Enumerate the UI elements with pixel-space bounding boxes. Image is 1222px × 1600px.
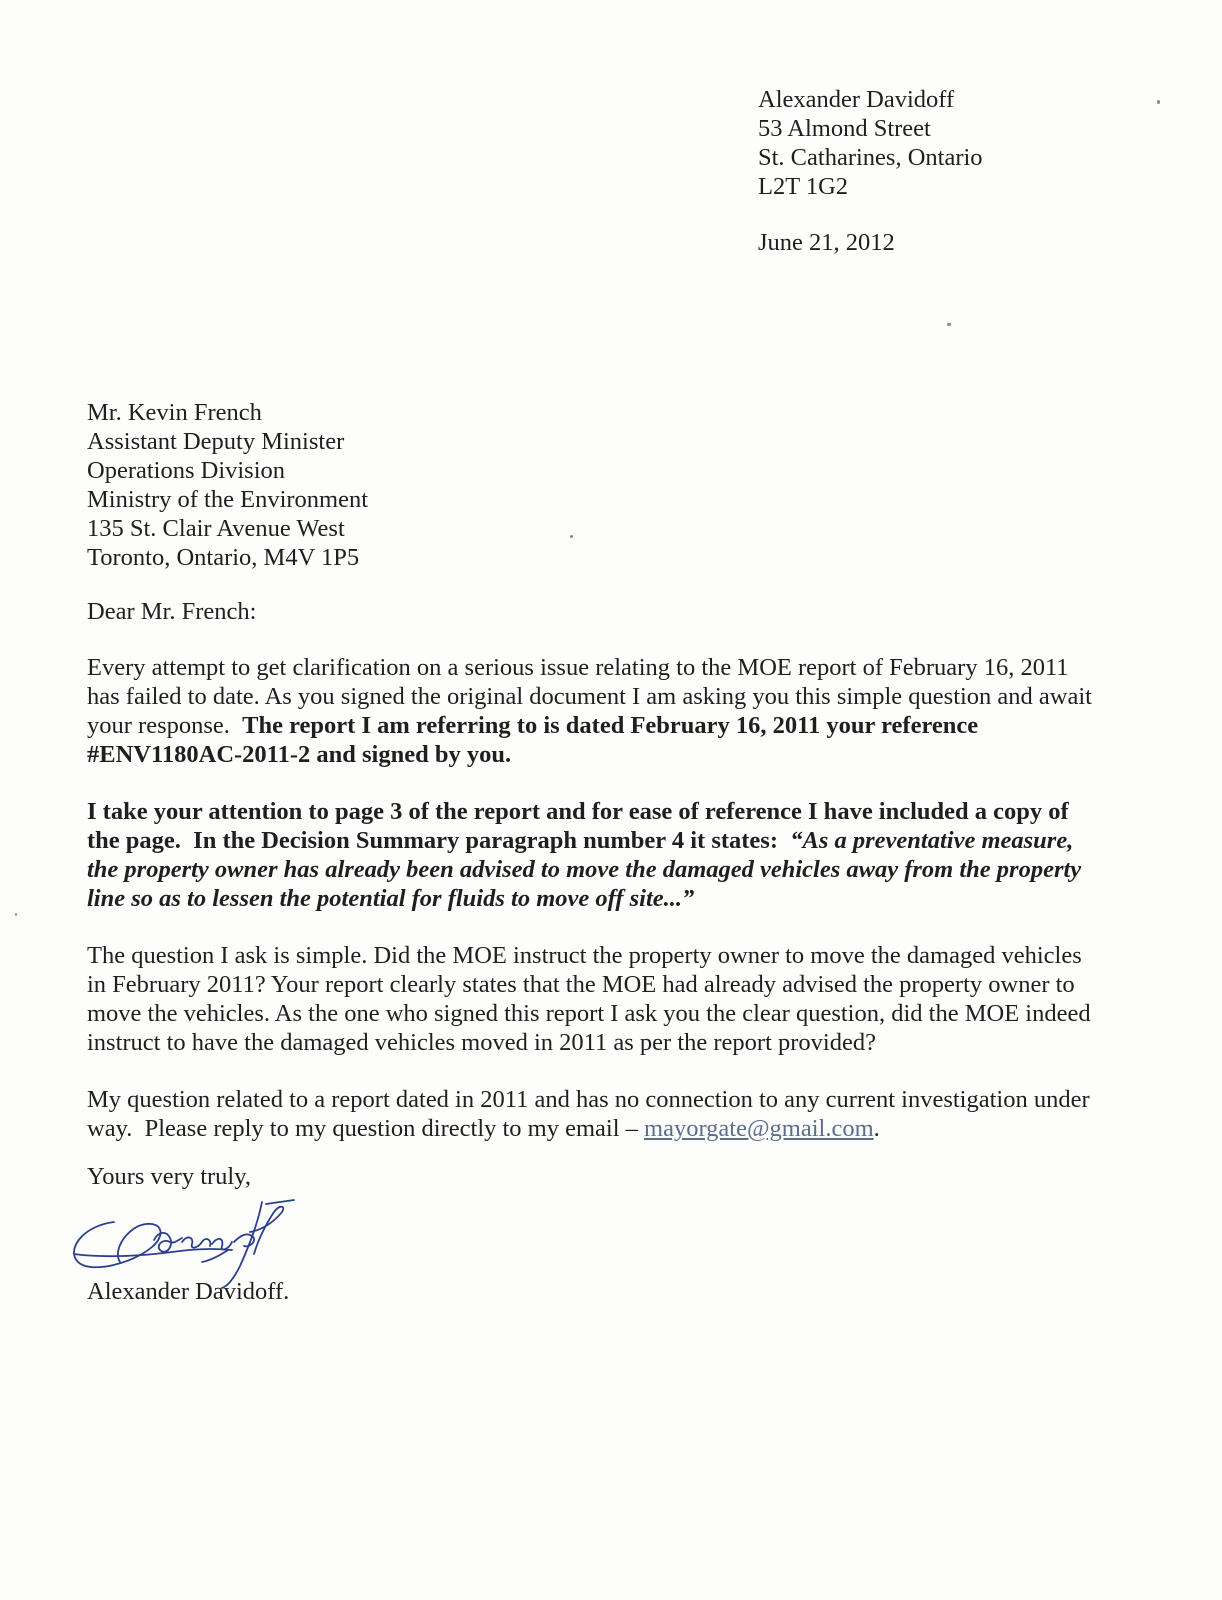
sender-street: 53 Almond Street bbox=[758, 115, 931, 142]
closing: Yours very truly, bbox=[87, 1163, 252, 1190]
report-quote: line so as to lessen the potential for fluids to move off site...” bbox=[87, 885, 695, 912]
recipient-title: Assistant Deputy Minister bbox=[87, 428, 345, 455]
sender-city: St. Catharines, Ontario bbox=[758, 144, 983, 171]
salutation: Dear Mr. French: bbox=[87, 598, 257, 625]
sender-postal-code: L2T 1G2 bbox=[758, 173, 849, 200]
letter-date: June 21, 2012 bbox=[758, 229, 895, 256]
paragraph-1 bbox=[87, 653, 1147, 769]
paragraph-text: way. Please reply to my question directly to my email – bbox=[87, 1115, 645, 1142]
paragraph-line: The question I ask is simple. Did the MOE instruct the property owner to move the damaged vehicles bbox=[87, 942, 1082, 969]
scan-speck bbox=[947, 323, 951, 326]
paragraph-line bbox=[87, 826, 1147, 855]
paragraph-text: . bbox=[873, 1115, 880, 1142]
report-quote: the property owner has already been advised to move the damaged vehicles away from the property bbox=[87, 856, 1082, 883]
paragraph-4 bbox=[87, 1085, 1147, 1143]
recipient-street: 135 St. Clair Avenue West bbox=[87, 515, 345, 542]
paragraph-line: Every attempt to get clarification on a serious issue relating to the MOE report of February 16, 2011 bbox=[87, 654, 1069, 681]
paragraph-2 bbox=[87, 797, 1147, 913]
sender-name: Alexander Davidoff bbox=[758, 86, 955, 113]
report-quote: “As a preventative measure, bbox=[790, 827, 1074, 854]
paragraph-line: instruct to have the damaged vehicles moved in 2011 as per the report provided? bbox=[87, 1029, 876, 1056]
recipient-name: Mr. Kevin French bbox=[87, 399, 262, 426]
paragraph-line: has failed to date. As you signed the original document I am asking you this simple question and await bbox=[87, 683, 1092, 710]
paragraph-3 bbox=[87, 941, 1147, 1057]
paragraph-line: My question related to a report dated in 2011 and has no connection to any current investigation under bbox=[87, 1086, 1090, 1113]
email-link[interactable]: mayorgate@gmail.com bbox=[644, 1115, 874, 1142]
recipient-ministry: Ministry of the Environment bbox=[87, 486, 369, 513]
report-reference-text: The report I am referring to is dated February 16, 2011 your reference bbox=[242, 712, 979, 739]
sender-address-block bbox=[758, 85, 1198, 201]
paragraph-line: move the vehicles. As the one who signed this report I ask you the clear question, did the MOE indeed bbox=[87, 1000, 1091, 1027]
recipient-address-block bbox=[87, 398, 687, 572]
recipient-division: Operations Division bbox=[87, 457, 286, 484]
letter-body bbox=[87, 653, 1147, 1171]
paragraph-line: I take your attention to page 3 of the report and for ease of reference I have included a copy of bbox=[87, 798, 1069, 825]
paragraph-line bbox=[87, 711, 1147, 740]
signer-name: Alexander Davidoff. bbox=[87, 1278, 290, 1305]
scan-speck bbox=[15, 913, 17, 916]
recipient-city: Toronto, Ontario, M4V 1P5 bbox=[87, 544, 360, 571]
paragraph-text: the page. In the Decision Summary paragraph number 4 it states: bbox=[87, 827, 791, 854]
report-reference-number: #ENV1180AC-2011-2 and signed by you. bbox=[87, 741, 512, 768]
paragraph-text: your response. bbox=[87, 712, 243, 739]
paragraph-line bbox=[87, 1114, 1147, 1143]
paragraph-line: in February 2011? Your report clearly states that the MOE had already advised the property owner to bbox=[87, 971, 1075, 998]
